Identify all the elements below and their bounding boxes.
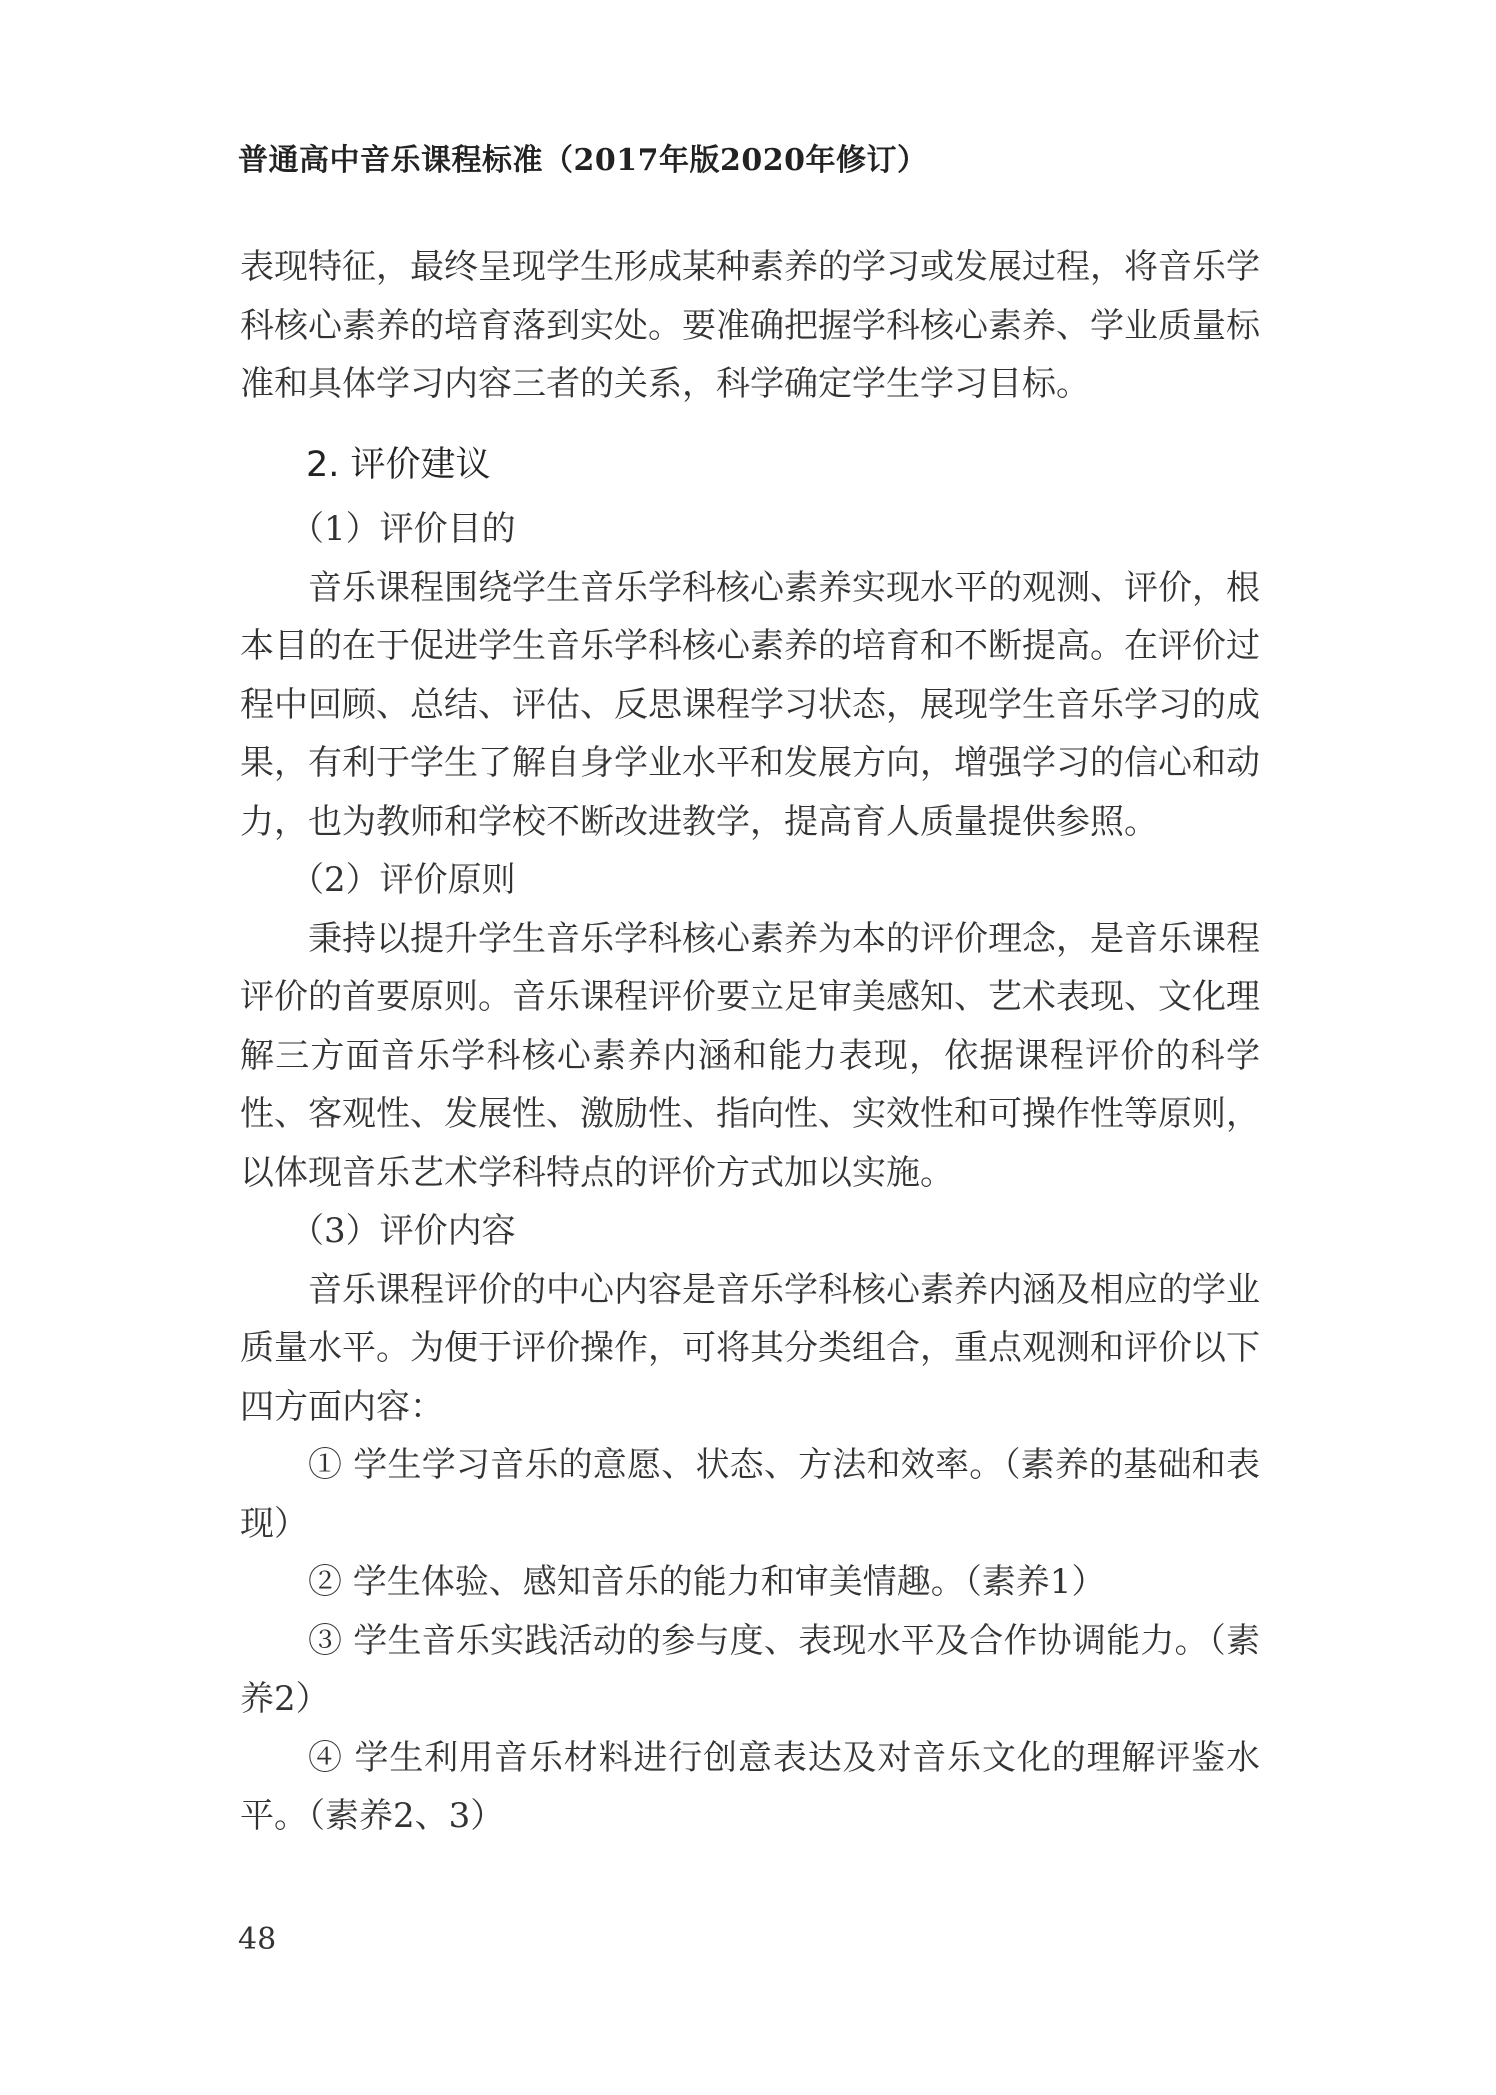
list-item: ④ 学生利用音乐材料进行创意表达及对音乐文化的理解评鉴水平。（素养2、3）	[240, 1737, 1260, 1836]
sub1-heading: （1）评价目的	[290, 509, 516, 549]
sub2-paragraph: 秉持以提升学生音乐学科核心素养为本的评价理念，是音乐课程评价的首要原则。音乐课程评价要立足审美感知、艺术表现、文化理解三方面音乐学科核心素养内涵和能力表现，依据课程评价的科学性、客观性、发展性、激励性、指向性、实效性和可操作性等原则，以体现音乐艺术学科特点的评价方式加以实施。	[240, 918, 1260, 1193]
section-heading: 2. 评价建议	[306, 444, 491, 485]
list-item: ② 学生体验、感知音乐的能力和审美情趣。（素养1）	[308, 1562, 1106, 1602]
intro-paragraph: 表现特征，最终呈现学生形成某种素养的学习或发展过程，将音乐学科核心素养的培育落到实处。要准确把握学科核心素养、学业质量标准和具体学习内容三者的关系，科学确定学生学习目标。	[240, 247, 1260, 404]
list-item: ③ 学生音乐实践活动的参与度、表现水平及合作协调能力。（素养2）	[240, 1620, 1260, 1719]
sub1-paragraph: 音乐课程围绕学生音乐学科核心素养实现水平的观测、评价，根本目的在于促进学生音乐学科核心素养的培育和不断提高。在评价过程中回顾、总结、评估、反思课程学习状态，展现学生音乐学习的成果，有利于学生了解自身学业水平和发展方向，增强学习的信心和动力，也为教师和学校不断改进教学，提高育人质量提供参照。	[240, 567, 1260, 842]
page-number: 48	[238, 1922, 277, 1957]
body-text	[240, 238, 1260, 1846]
list-item: ① 学生学习音乐的意愿、状态、方法和效率。（素养的基础和表现）	[240, 1445, 1260, 1544]
sub3-heading: （3）评价内容	[290, 1211, 516, 1251]
sub2-heading: （2）评价原则	[290, 860, 516, 900]
running-title: 普通高中音乐课程标准（2017年版2020年修订）	[238, 143, 928, 178]
sub3-paragraph: 音乐课程评价的中心内容是音乐学科核心素养内涵及相应的学业质量水平。为便于评价操作，可将其分类组合，重点观测和评价以下四方面内容：	[240, 1269, 1260, 1427]
